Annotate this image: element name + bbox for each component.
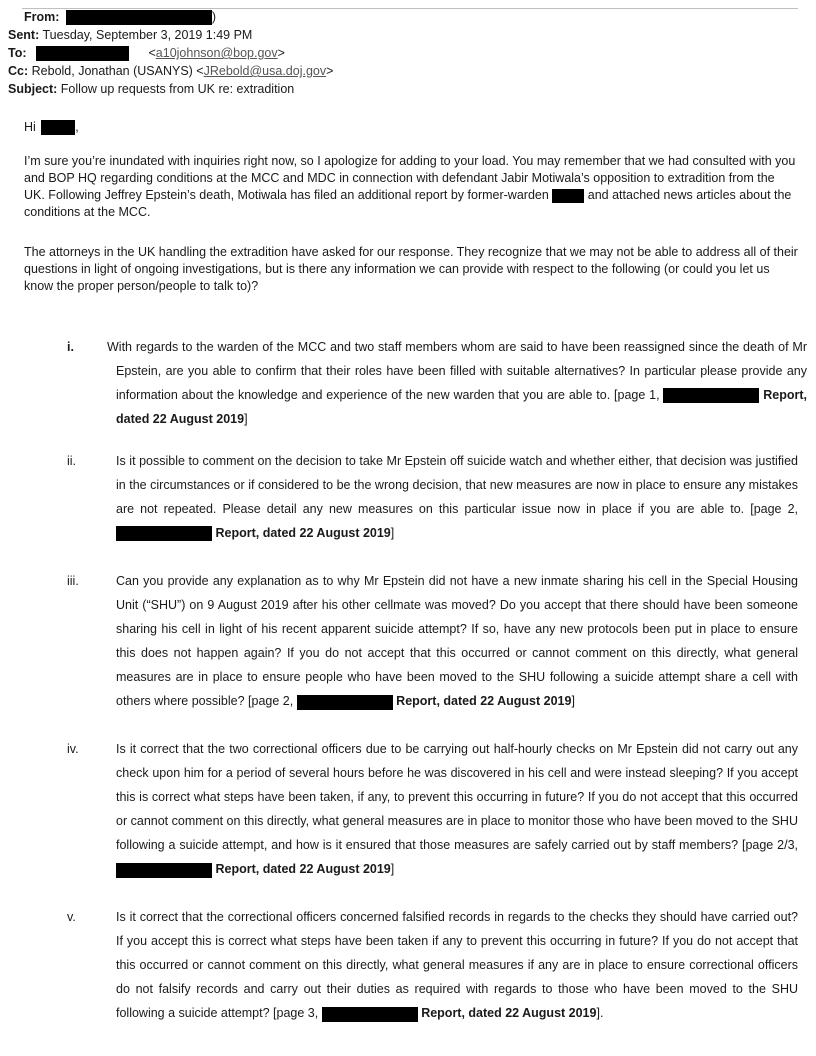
redaction-box	[116, 526, 212, 541]
item-end: ].	[596, 1006, 604, 1021]
greeting-tail: ,	[75, 120, 79, 134]
item-report-reference: Report, dated 22 August 2019	[421, 1006, 597, 1021]
paragraph-1-tail: and attached news articles about the conditions at the MCC.	[24, 188, 792, 219]
subject-line	[8, 81, 294, 97]
sent-value: Tuesday, September 3, 2019 1:49 PM	[42, 28, 253, 42]
list-item	[0, 569, 816, 737]
body-paragraph-1	[24, 153, 798, 221]
to-email-close: >	[277, 46, 285, 60]
cc-name: Rebold, Jonathan (USANYS) <	[31, 64, 204, 78]
item-question: Can you provide any explanation as to why Mr Epstein did not have a new inmate sharing his cell in the Special Housing Unit (“SHU”) on 9 August 2019 after his other cellmate was moved? Do you accept that there should have been someone sharing his cell in light of his recent apparent suicide attempt? If so, have any new protocols been put in place to ensure this does not happen again? If you do not accept that this occurred or cannot comment on this directly, what general measures are in place to ensure people who have been moved to the SHU following a suicide attempt share a cell with others where possible? [page 2,	[116, 574, 798, 709]
numbered-list	[0, 335, 816, 1055]
redaction-box	[552, 189, 584, 203]
item-report-reference: Report, dated 22 August 2019	[215, 862, 391, 877]
cc-line	[8, 63, 333, 79]
from-label: From:	[24, 10, 60, 24]
from-line	[24, 9, 216, 25]
redaction-box	[322, 1007, 418, 1022]
to-label: To:	[8, 46, 27, 60]
redaction-box	[663, 388, 759, 403]
body-paragraph-2	[24, 244, 798, 295]
item-text	[116, 737, 798, 882]
item-report-reference: Report, dated 22 August 2019	[215, 526, 391, 541]
redaction-box	[116, 863, 212, 878]
item-number: iv.	[67, 742, 79, 756]
item-end: ]	[390, 526, 395, 541]
list-item	[0, 737, 816, 905]
redaction-box	[297, 695, 393, 710]
item-end: ]	[390, 862, 395, 877]
to-email-open: <	[148, 46, 156, 60]
item-text	[116, 569, 798, 714]
redaction-box	[36, 46, 129, 61]
cc-close: >	[326, 64, 334, 78]
from-tail: )	[211, 10, 217, 24]
to-line	[8, 45, 285, 61]
greeting-text: Hi	[24, 120, 36, 134]
greeting-line	[24, 119, 79, 135]
item-report-reference: Report, dated 22 August 2019	[116, 388, 807, 427]
item-number: ii.	[67, 454, 77, 468]
item-number: i.	[67, 340, 74, 354]
redaction-box	[66, 10, 212, 25]
subject-label: Subject:	[8, 82, 58, 96]
item-end: ]	[571, 694, 575, 709]
cc-email-link[interactable]: JRebold@usa.doj.gov	[203, 64, 327, 78]
paragraph-2-text: The attorneys in the UK handling the extradition have asked for our response. They recognize that we may not be able to address all of their questions in light of ongoing investigations, but is there any information we can provide with respect to the following (or could you let us know the proper person/people to talk to)?	[24, 245, 798, 293]
item-text	[116, 905, 798, 1025]
item-question: Is it correct that the correctional officers concerned falsified records in regards to the checks they should have carried out? If you accept this is correct what steps have been taken if any to prevent this occurring in future? If you do not accept that this occurred or cannot comment on this directly, what general measures if any are in place to ensure correctional officers do not falsify records and carry out their duties as required with regards to those who have been moved to the SHU following a suicide attempt? [page 3,	[116, 910, 798, 1021]
sent-line	[8, 27, 252, 43]
to-email-link[interactable]: a10johnson@bop.gov	[155, 46, 278, 60]
list-item	[0, 335, 816, 449]
item-question: Is it possible to comment on the decision to take Mr Epstein off suicide watch and whether either, that decision was justified in the circumstances or if considered to be the wrong decision, that new measures are now in place to ensure any mistakes are not repeated. Please detail any new measures on this particular issue now in place if you are able to. [page 2,	[116, 454, 798, 517]
item-question: With regards to the warden of the MCC and two staff members whom are said to have been reassigned since the death of Mr Epstein, are you able to confirm that their roles have been filled with suitable alternatives? In particular please provide any information about the knowledge and experience of the new warden that you are able to. [page 1,	[107, 340, 807, 403]
item-question: Is it correct that the two correctional officers due to be carrying out half-hourly checks on Mr Epstein did not carry out any check upon him for a period of several hours before he was discovered in his cell and were instead sleeping? If you accept this is correct what steps have been taken, if any, to prevent this occurring in future? If you do not accept that this occurred or cannot comment on this directly, what general measures are in place to monitor those who have been moved to the SHU following a suicide attempt, and how is it ensured that those measures are safely carried out by staff members? [page 2/3,	[116, 742, 798, 853]
list-item	[0, 449, 816, 569]
item-report-reference: Report, dated 22 August 2019	[396, 694, 572, 709]
item-number: iii.	[67, 574, 79, 588]
subject-value: Follow up requests from UK re: extradition	[60, 82, 295, 96]
paragraph-1-text: I’m sure you’re inundated with inquiries right now, so I apologize for adding to your load. You may remember that we had consulted with you and BOP HQ regarding conditions at the MCC and MDC in connection with defendant Jabir Motiwala’s opposition to extradition from the UK. Following Jeffrey Epstein’s death, Motiwala has filed an additional report by former-warden	[24, 154, 796, 202]
item-text	[116, 449, 798, 545]
item-end: ]	[244, 412, 248, 427]
sent-label: Sent:	[8, 28, 40, 42]
list-item	[0, 905, 816, 1055]
item-text	[107, 335, 807, 431]
item-number: v.	[67, 910, 76, 924]
cc-label: Cc:	[8, 64, 29, 78]
redaction-box	[41, 120, 75, 135]
